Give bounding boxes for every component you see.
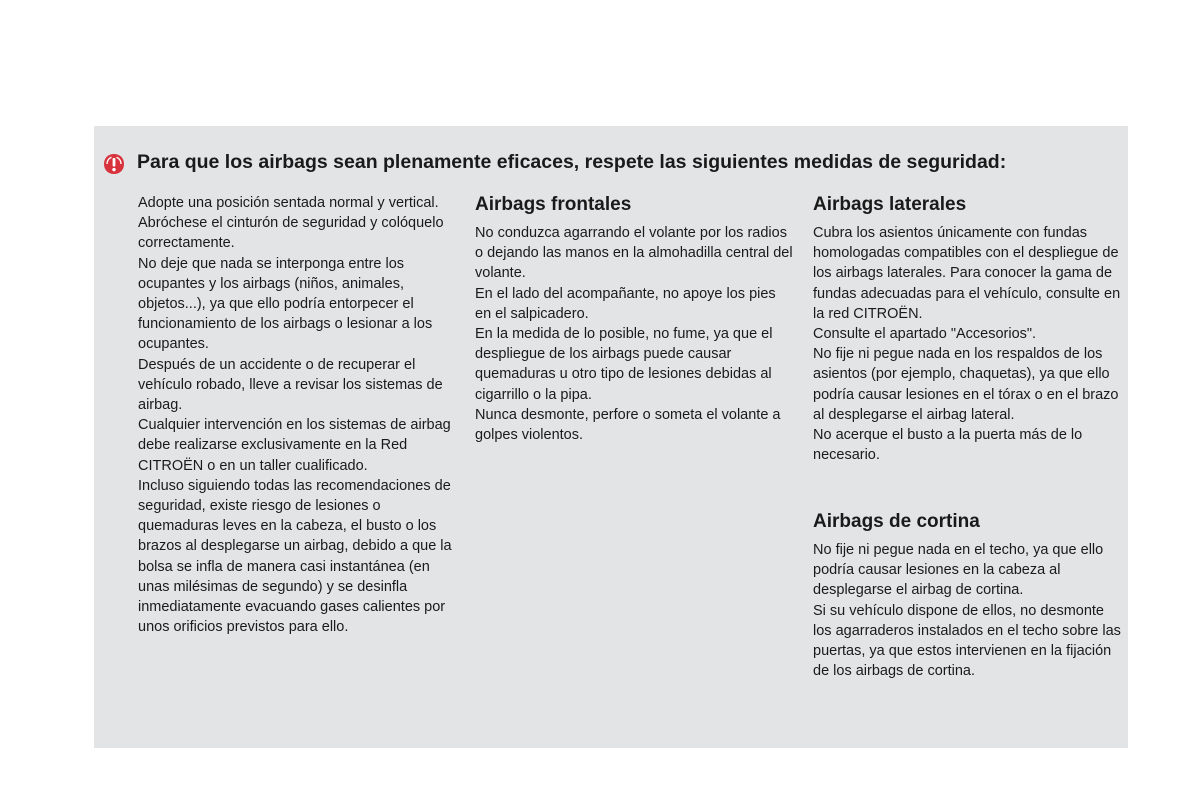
paragraph: Cubra los asientos únicamente con fundas homologadas compatibles con el despliegue de los airbags laterales. Para conocer la gama de fundas adecuadas para el vehículo, consulte en la red CITROËN. <box>813 225 1121 322</box>
paragraph: No deje que nada se interponga entre los ocupantes y los airbags (niños, animales, objetos...), ya que ello podría entorpecer el funcionamiento de los airbags o lesionar a los ocupantes. <box>138 255 433 353</box>
section-title-laterales: Airbags laterales <box>813 194 967 215</box>
paragraph: En la medida de lo posible, no fume, ya que el despliegue de los airbags puede causar quemaduras u otro tipo de lesiones debidas al cigarrillo o la pipa. <box>475 326 773 403</box>
column-laterales <box>813 193 1125 465</box>
paragraph: No fije ni pegue nada en los respaldos de los asientos (por ejemplo, chaquetas), ya que ello podría causar lesiones en el tórax o en el brazo al desplegarse el airbag lateral. <box>813 346 1119 423</box>
column-general <box>138 193 453 637</box>
paragraph: Incluso siguiendo todas las recomendaciones de seguridad, existe riesgo de lesiones o quemaduras leves en la cabeza, el busto o los brazos al desplegarse un airbag, debido a que la bolsa se infla de manera casi instantánea (en unas milésimas de segundo) y se desinfla inmediatamente evacuando gases calientes por unos orificios previstos para ello. <box>138 477 452 636</box>
paragraph: No acerque el busto a la puerta más de lo necesario. <box>813 427 1083 464</box>
warning-icon <box>103 153 125 175</box>
paragraph: No fije ni pegue nada en el techo, ya que ello podría causar lesiones en la cabeza al desplegarse el airbag de cortina. <box>813 542 1104 599</box>
paragraph: No conduzca agarrando el volante por los radios o dejando las manos en la almohadilla central del volante. <box>475 225 793 282</box>
section-cortina <box>813 510 1125 681</box>
paragraph: Cualquier intervención en los sistemas de airbag debe realizarse exclusivamente en la Red CITROËN o en un taller cualificado. <box>138 417 451 474</box>
section-title-frontales: Airbags frontales <box>475 194 632 215</box>
paragraph: Si su vehículo dispone de ellos, no desmonte los agarraderos instalados en el techo sobre las puertas, ya que estos intervienen en la fijación de los airbags de cortina. <box>813 602 1121 680</box>
paragraph: Consulte el apartado "Accesorios". <box>813 326 1037 343</box>
section-title-cortina: Airbags de cortina <box>813 511 980 532</box>
paragraph: En el lado del acompañante, no apoye los pies en el salpicadero. <box>475 285 776 322</box>
paragraph: Adopte una posición sentada normal y vertical. <box>138 195 439 211</box>
column-frontales <box>475 193 793 445</box>
warning-heading-row <box>103 150 1123 178</box>
main-heading: Para que los airbags sean plenamente eficaces, respete las siguientes medidas de seguridad: <box>137 151 1007 173</box>
paragraph: Abróchese el cinturón de seguridad y colóquelo correctamente. <box>138 215 444 252</box>
paragraph: Después de un accidente o de recuperar el vehículo robado, lleve a revisar los sistemas de airbag. <box>138 356 443 414</box>
paragraph: Nunca desmonte, perfore o someta el volante a golpes violentos. <box>475 406 781 444</box>
